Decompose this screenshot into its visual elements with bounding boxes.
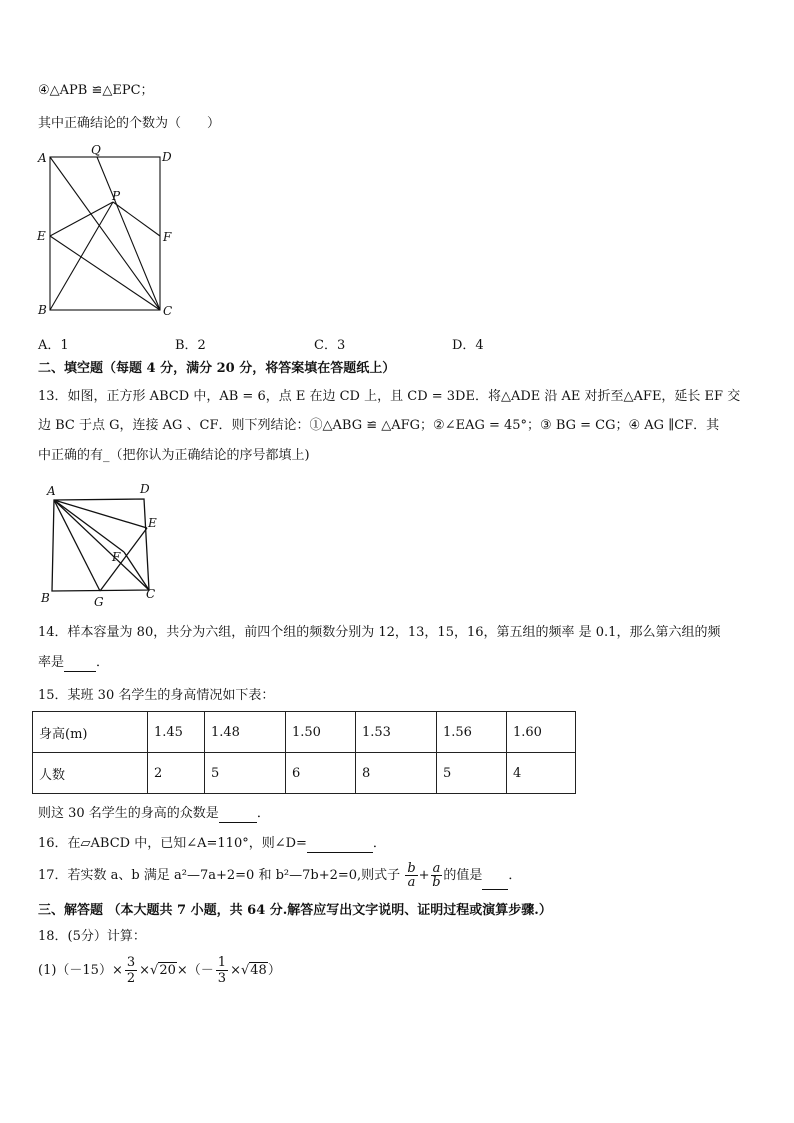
q12-label-q: Q (91, 143, 101, 157)
table-cell: 6 (286, 753, 356, 794)
table-cell: 1.53 (356, 712, 437, 753)
q14-line2-end: ． (96, 655, 110, 670)
table-cell: 1.60 (507, 712, 576, 753)
q14-answer-blank (64, 657, 96, 672)
table-cell: 1.50 (286, 712, 356, 753)
table-cell: 8 (356, 753, 437, 794)
q12-figure (30, 142, 180, 324)
table-row (33, 712, 576, 753)
q12-choice-d: D．4 (452, 338, 484, 353)
q17 (38, 862, 521, 890)
q18-part1: (1)（－15）× $\frac{3}{2}$ ×√20×（－ $\frac{1}{3}$ ×√48） (38, 955, 281, 986)
table-cell: 1.45 (148, 712, 205, 753)
q13-label-b: B (41, 591, 50, 605)
q18-sqrt-48: 48 (250, 963, 267, 978)
q12-label-c: C (163, 304, 173, 318)
q17-answer-blank (482, 870, 508, 890)
q18-f2-den: 3 (217, 971, 227, 986)
table-cell: 人数 (33, 753, 148, 794)
table-cell: 4 (507, 753, 576, 794)
q18-times2: ×（－ (176, 963, 214, 978)
q12-choice-c: C．3 (314, 338, 346, 353)
table-cell: 2 (148, 753, 205, 794)
q13-line2: 边 BC 于点 G，连接 AG 、CF．则下列结论：①△ABG ≌ △AFG；②∠EAG = 45°；③ BG = CG；④ AG ∥CF．其 (38, 418, 720, 433)
q12-label-f: F (163, 230, 172, 244)
table-cell: 1.48 (205, 712, 286, 753)
q18-sqrt-20: 20 (159, 963, 176, 978)
q14-line2 (38, 654, 109, 672)
q12-choice-a: A．1 (38, 338, 69, 353)
q14-line1: 14．样本容量为 80，共分为六组，前四个组的频数分别为 12，13，15，16，第五组的频率 是 0.1，那么第六组的频 (38, 625, 721, 640)
q16-start: 16．在▱ABCD 中，已知∠A=110°，则∠D= (38, 836, 307, 851)
q12-prompt: 其中正确结论的个数为（ ） (38, 116, 221, 131)
table-cell: 5 (437, 753, 507, 794)
q17-fraction-a-over-b (431, 862, 443, 889)
q17-start: 17．若实数 a、b 满足 a²—7a+2=0 和 b²—7b+2=0,则式子 (38, 868, 401, 883)
q17-plus: + (418, 868, 430, 883)
q13-label-f: F (112, 550, 121, 564)
q13-figure (36, 478, 166, 610)
q17-frac2-den: b (432, 875, 441, 890)
q12-item4: ④△APB ≌△EPC； (38, 83, 154, 98)
q12-label-a: A (38, 151, 47, 165)
q15-table (32, 711, 576, 794)
q12-label-e: E (37, 229, 46, 243)
q17-end: 的值是 (443, 868, 483, 883)
q15-question-start: 则这 30 名学生的身高的众数是 (38, 806, 219, 821)
q13-label-c: C (146, 587, 156, 601)
q13-line3: 中正确的有_（把你认为正确结论的序号都填上) (38, 448, 310, 463)
q18-title: 18．(5分）计算： (38, 929, 146, 944)
table-row (33, 753, 576, 794)
q18-fraction-3-over-2 (125, 955, 137, 986)
table-cell: 5 (205, 753, 286, 794)
q12-label-d: D (162, 150, 172, 164)
q18-f1-num: 3 (126, 955, 136, 970)
q13-label-a: A (47, 484, 56, 498)
q17-fraction-b-over-a (405, 862, 417, 889)
q12-label-p: P (112, 189, 121, 203)
section2-heading: 二、填空题（每题 4 分，满分 20 分，将答案填在答题纸上） (38, 361, 396, 376)
q18-times3: × (230, 963, 241, 978)
q18-f1-den: 2 (126, 971, 136, 986)
section3-heading: 三、解答题 （本大题共 7 小题，共 64 分.解答应写出文字说明、证明过程或演算步骤.） (38, 903, 552, 918)
q18-f2-num: 1 (217, 955, 227, 970)
q13-label-g: G (94, 595, 104, 609)
q12-choice-b: B．2 (175, 338, 206, 353)
q18-times1: × (139, 963, 151, 978)
q13-line1: 13．如图，正方形 ABCD 中，AB = 6，点 E 在边 CD 上，且 CD = 3DE．将△ADE 沿 AE 对折至△AFE，延长 EF 交 (38, 389, 741, 404)
q15-prompt: 15．某班 30 名学生的身高情况如下表： (38, 688, 275, 703)
q12-label-b: B (38, 303, 47, 317)
q18-part-start: (1)（－15）× (38, 963, 123, 978)
q17-frac2-num: a (432, 861, 441, 876)
q18-fraction-1-over-3 (216, 955, 228, 986)
q15-question-end: ． (256, 806, 270, 821)
q17-tail: ． (508, 868, 522, 883)
q18-close: ） (267, 963, 281, 978)
q17-frac1-den: a (407, 875, 416, 890)
q16-end: ． (372, 836, 386, 851)
q14-line2-start: 率是 (38, 655, 65, 670)
q17-frac1-num: b (407, 861, 416, 876)
q13-label-d: D (140, 482, 150, 496)
q13-label-e: E (148, 516, 157, 530)
q16-answer-blank (307, 838, 373, 853)
table-cell: 1.56 (437, 712, 507, 753)
table-cell: 身高(m) (33, 712, 148, 753)
q15-answer-blank (219, 808, 257, 823)
q15-question (38, 805, 270, 823)
q16 (38, 835, 386, 853)
